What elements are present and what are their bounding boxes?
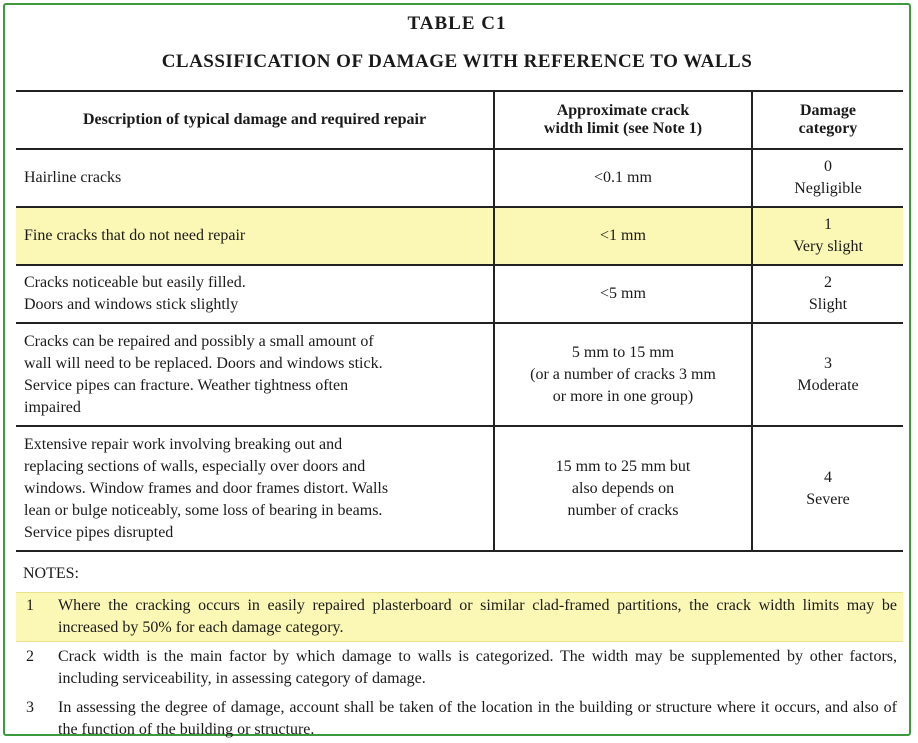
- damage-category: [752, 265, 903, 323]
- document-frame: [3, 3, 911, 736]
- note-number: 2: [26, 648, 34, 665]
- note-2: [16, 644, 903, 692]
- description-line: Service pipes can fracture. Weather tightness often: [24, 376, 349, 394]
- notes-label: NOTES:: [23, 565, 79, 582]
- crack-width-limit: [494, 265, 752, 323]
- category-name: Very slight: [793, 238, 863, 255]
- crack-width-line: 15 mm to 25 mm but: [555, 457, 691, 475]
- crack-width-line: <1 mm: [600, 227, 646, 244]
- damage-description: [16, 323, 494, 426]
- crack-width-line: <5 mm: [600, 285, 646, 302]
- crack-width-line: also depends on: [571, 479, 675, 497]
- table-header-row: [16, 91, 903, 149]
- description-line: Doors and windows stick slightly: [24, 296, 239, 313]
- category-name: Severe: [806, 490, 850, 508]
- damage-classification-table: [16, 90, 903, 552]
- description-line: Service pipes disrupted: [24, 523, 174, 541]
- header-crack-width-line2: width limit (see Note 1): [543, 120, 703, 137]
- crack-width-line: 5 mm to 15 mm: [571, 343, 675, 361]
- header-description: Description of typical damage and required repair: [16, 91, 494, 149]
- header-category-line2: category: [798, 120, 858, 137]
- category-number: 3: [824, 354, 832, 372]
- description-line: windows. Window frames and door frames distort. Walls: [24, 479, 389, 497]
- category-name: Slight: [808, 296, 848, 313]
- description-line: lean or bulge noticeably, some loss of bearing in beams.: [24, 501, 383, 519]
- note-3: [16, 695, 903, 743]
- note-text: Crack width is the main factor by which damage to walls is categorized. The width may be supplemented by other factors, including serviceability, in assessing category of damage.: [58, 648, 897, 687]
- table-title: CLASSIFICATION OF DAMAGE WITH REFERENCE TO WALLS: [161, 51, 753, 72]
- table-row: [16, 149, 903, 207]
- description-line: impaired: [24, 398, 81, 416]
- table-row: [16, 207, 903, 265]
- description-line: Cracks can be repaired and possibly a small amount of: [24, 332, 374, 350]
- table-row: [16, 426, 903, 551]
- crack-width-line: or more in one group): [552, 387, 694, 405]
- table-row: [16, 323, 903, 426]
- damage-category: [752, 323, 903, 426]
- description-line: Extensive repair work involving breaking out and: [24, 435, 343, 453]
- category-number: 2: [824, 274, 832, 291]
- crack-width-limit: [494, 323, 752, 426]
- note-text: In assessing the degree of damage, account shall be taken of the location in the building or structure where it occurs, and also of the function of the building or structure.: [58, 699, 897, 738]
- category-number: 1: [824, 216, 832, 233]
- header-crack-width-line1: Approximate crack: [556, 102, 690, 119]
- description-line: wall will need to be replaced. Doors and windows stick.: [24, 354, 383, 372]
- crack-width-limit: [494, 207, 752, 265]
- damage-description: [16, 426, 494, 551]
- crack-width-limit: [494, 149, 752, 207]
- description-line: Hairline cracks: [24, 169, 122, 186]
- category-number: 0: [824, 158, 832, 175]
- note-text: Where the cracking occurs in easily repaired plasterboard or similar clad-framed partitions, the crack width limits may be increased by 50% for each damage category.: [58, 597, 897, 636]
- crack-width-limit: [494, 426, 752, 551]
- note-number: 1: [26, 597, 34, 614]
- damage-category: [752, 426, 903, 551]
- header-crack-width: [494, 91, 752, 149]
- damage-description: [16, 149, 494, 207]
- category-number: 4: [824, 468, 832, 486]
- table-label: TABLE C1: [407, 13, 507, 34]
- table-body: [16, 149, 903, 551]
- header-category-line1: Damage: [800, 102, 856, 119]
- damage-category: [752, 207, 903, 265]
- description-line: Fine cracks that do not need repair: [24, 227, 246, 244]
- damage-description: [16, 207, 494, 265]
- category-name: Moderate: [797, 376, 859, 394]
- table-row: [16, 265, 903, 323]
- crack-width-line: (or a number of cracks 3 mm: [530, 365, 716, 383]
- crack-width-line: number of cracks: [567, 501, 679, 519]
- crack-width-line: <0.1 mm: [594, 169, 652, 186]
- header-damage-category: [752, 91, 903, 149]
- damage-description: [16, 265, 494, 323]
- category-name: Negligible: [794, 180, 862, 197]
- description-line: Cracks noticeable but easily filled.: [24, 274, 246, 291]
- note-number: 3: [26, 699, 34, 716]
- damage-category: [752, 149, 903, 207]
- description-line: replacing sections of walls, especially over doors and: [24, 457, 366, 475]
- note-1: [16, 592, 903, 642]
